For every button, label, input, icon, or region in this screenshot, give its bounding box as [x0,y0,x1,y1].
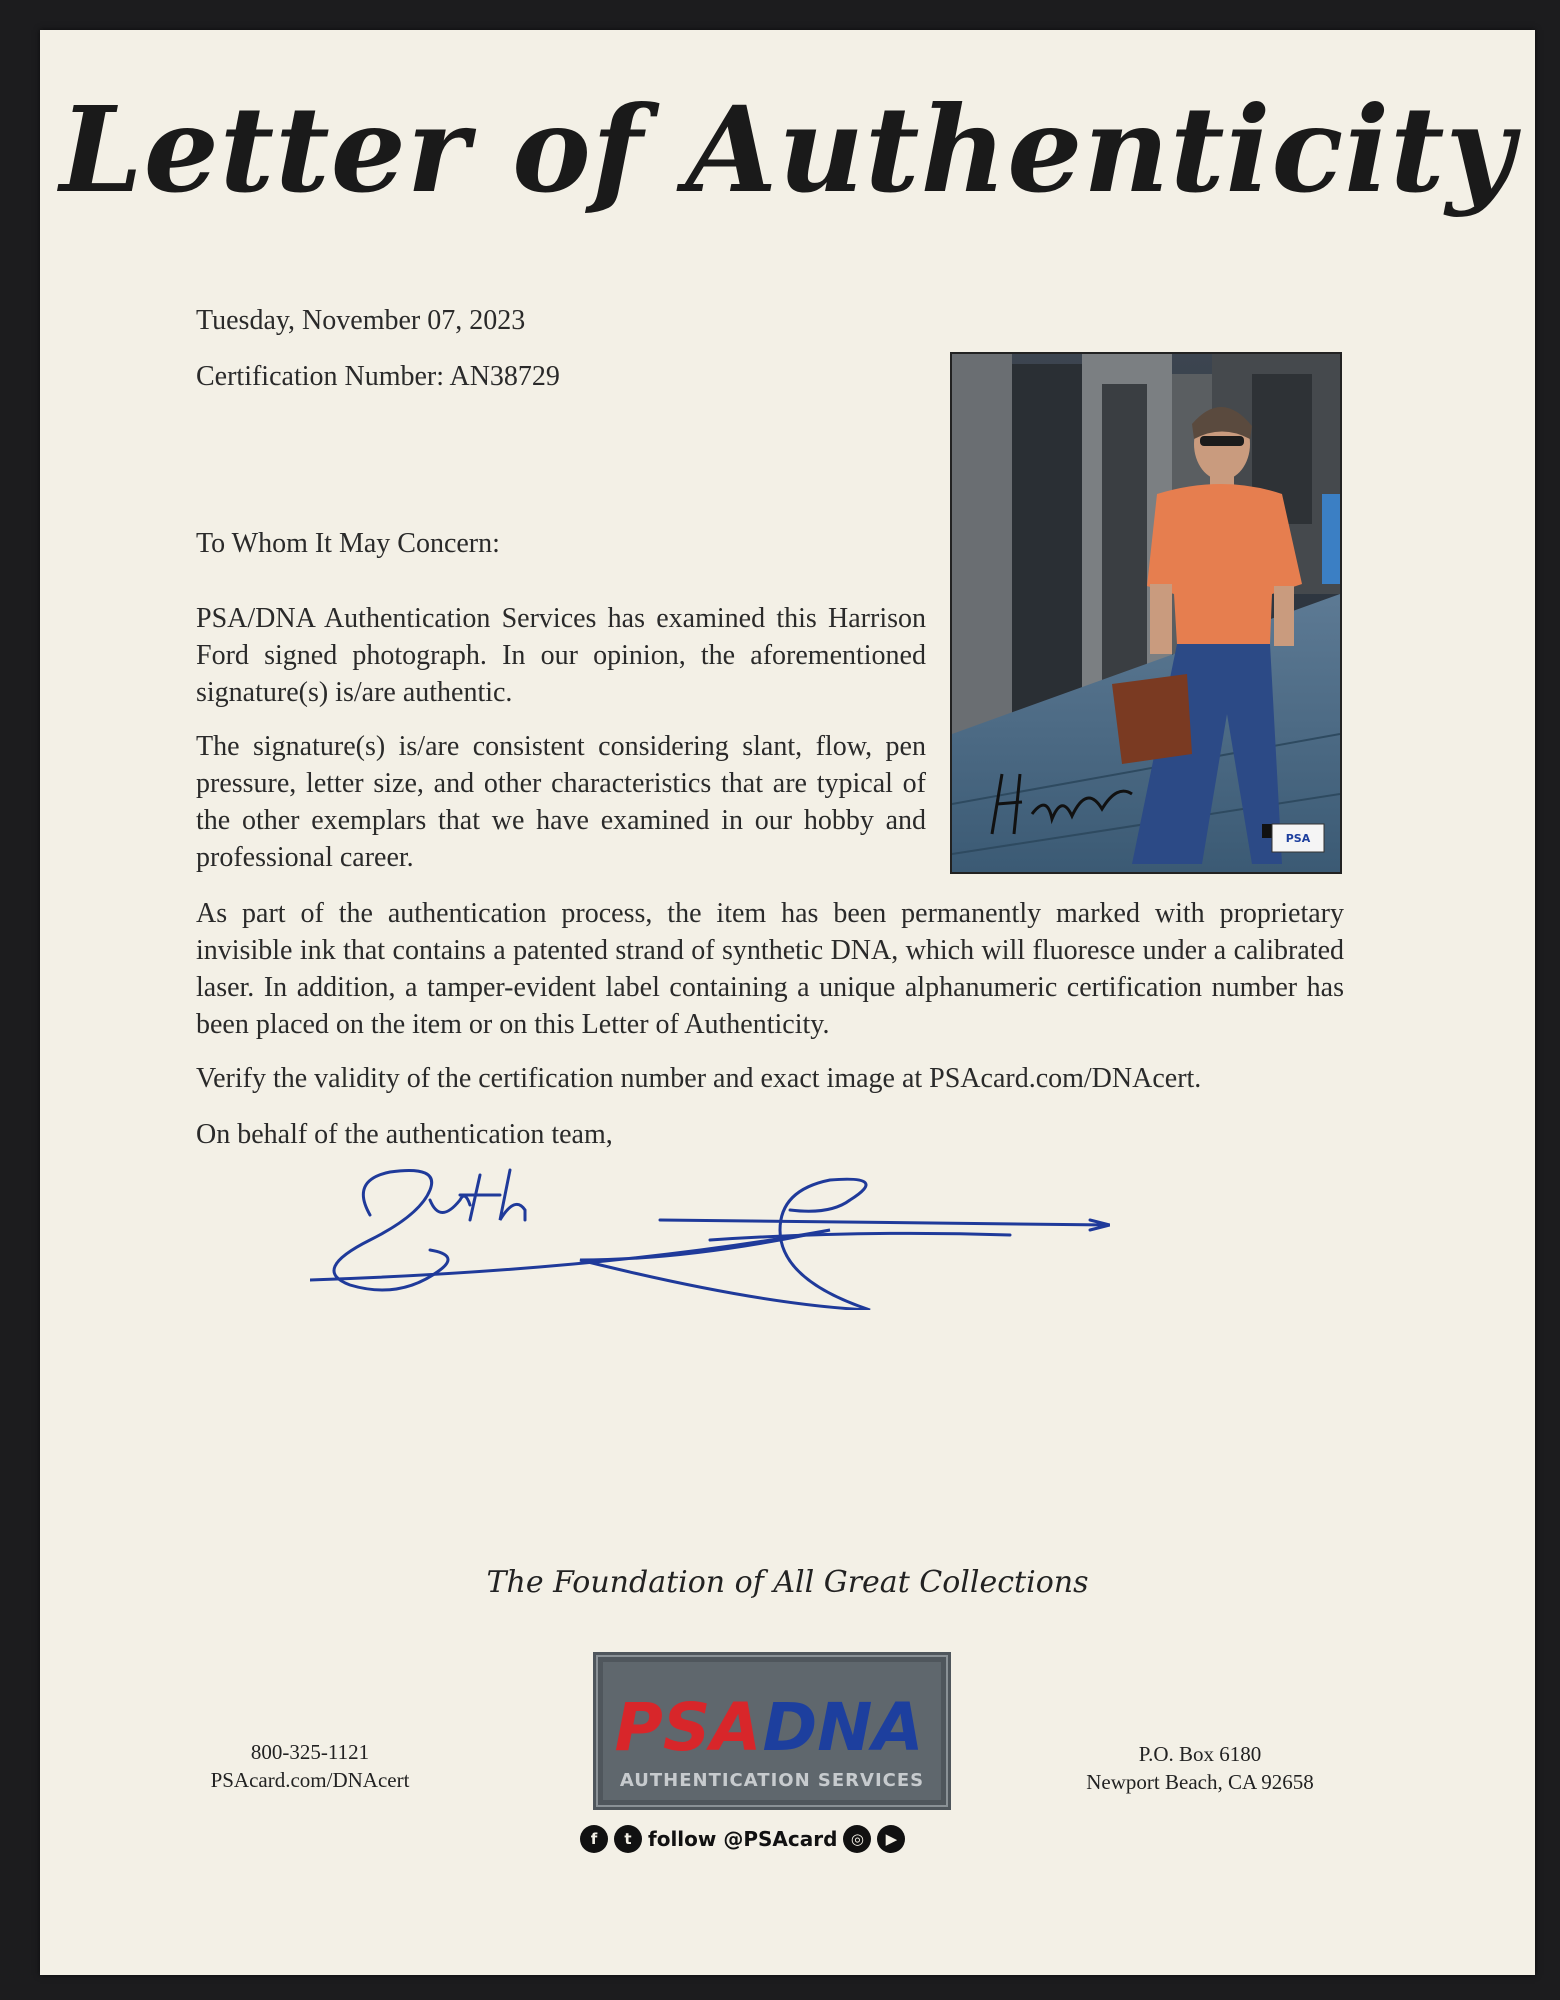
paragraph-closing: On behalf of the authentication team, [196,1119,613,1150]
photo-sticker-label: PSA [1285,832,1311,845]
letter-title: Letter of Authenticity [59,80,1516,219]
psa-dna-logo-graphic [593,1652,951,1810]
social-follow [580,1825,905,1853]
facebook-icon[interactable]: f [580,1825,608,1853]
paragraph-verify: Verify the validity of the certification number and exact image at PSAcard.com/DNAcert. [196,1063,1202,1094]
certification-number: Certification Number: AN38729 [196,361,560,392]
footer-tagline: The Foundation of All Great Collections [486,1565,1089,1600]
letter-date: Tuesday, November 07, 2023 [196,305,526,336]
contact-po-box: P.O. Box 6180 [1138,1742,1262,1766]
letter-sheet [40,30,1535,1975]
signature-drawing [310,1160,1110,1310]
contact-url[interactable]: PSAcard.com/DNAcert [210,1768,410,1792]
logo-psa-text: PSA [614,1689,762,1766]
social-follow-text[interactable]: follow @PSAcard [648,1827,838,1851]
instagram-icon[interactable]: ◎ [843,1825,871,1853]
youtube-icon[interactable]: ▶ [877,1825,905,1853]
paragraph-consistency: The signature(s) is/are consistent considering slant, flow, pen pressure, letter size, and other characteristics that are typical of the other exemplars that we have examined in our hobby and professional career. [196,731,926,873]
contact-right [1040,1740,1360,1796]
signed-photograph [950,352,1342,874]
logo-dna-text: DNA [762,1689,924,1766]
logo-subtitle: AUTHENTICATION SERVICES [619,1770,925,1791]
photograph-illustration [952,354,1340,872]
twitter-icon[interactable]: t [614,1825,642,1853]
contact-city: Newport Beach, CA 92658 [1086,1770,1314,1794]
paragraph-examined: PSA/DNA Authentication Services has examined this Harrison Ford signed photograph. In our opinion, the aforementioned signature(s) is/are authentic. [196,603,926,708]
authenticator-signature [310,1160,1110,1315]
contact-left [210,1738,410,1794]
salutation: To Whom It May Concern: [196,528,500,559]
psa-dna-logo [593,1652,951,1810]
paragraph-process: As part of the authentication process, the item has been permanently marked with proprietary invisible ink that contains a patented strand of synthetic DNA, which will fluoresce under a calibrated laser. In addition, a tamper-evident label containing a unique alphanumeric certification number has been placed on the item or on this Letter of Authenticity. [196,898,1344,1040]
contact-phone: 800-325-1121 [250,1740,370,1764]
